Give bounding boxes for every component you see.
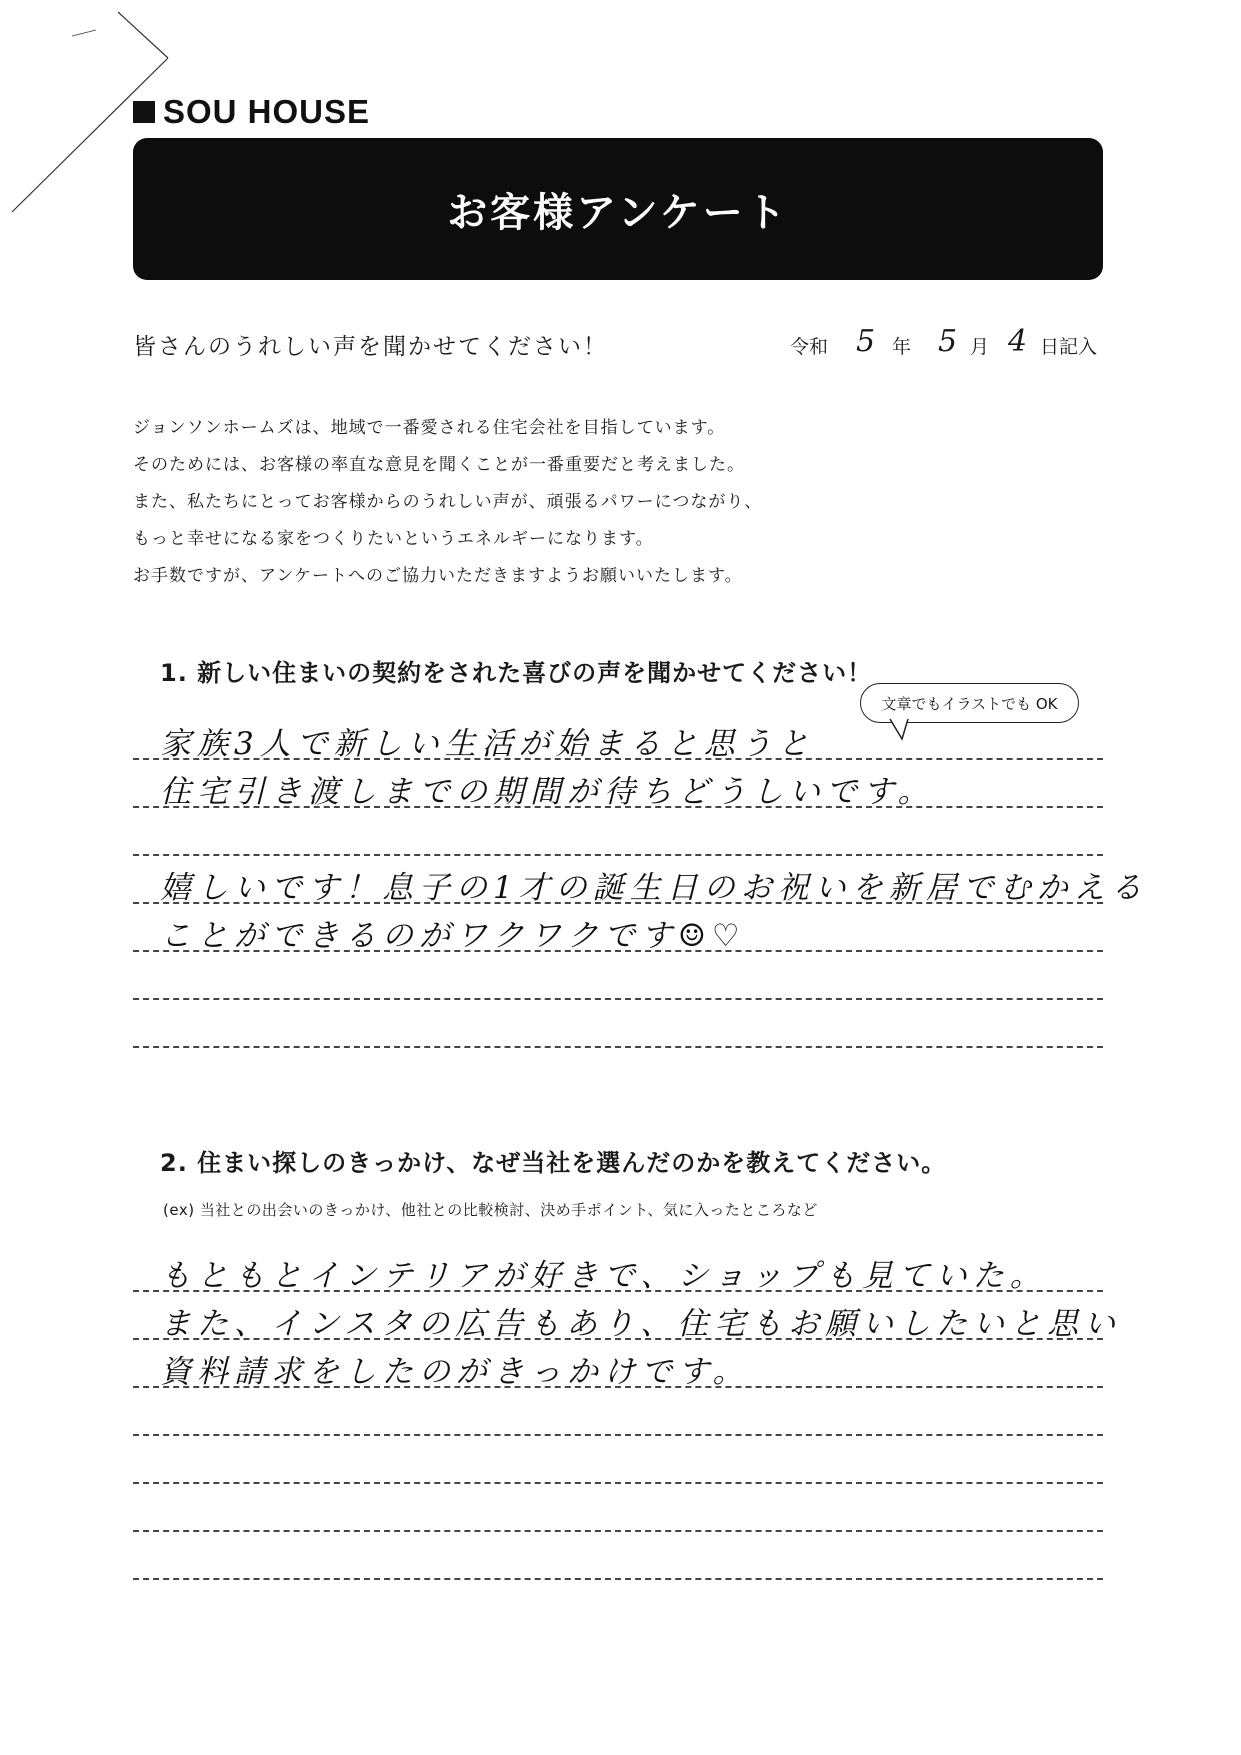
intro-line: ジョンソンホームズは、地域で一番愛される住宅会社を目指しています。 xyxy=(133,418,726,438)
question-2-hint: (ex) 当社との出会いのきっかけ、他社との比較検討、決め手ポイント、気に入ったところなど xyxy=(163,1201,818,1219)
q1-answer-line-1: 家族3人で新しい生活が始まると思うと xyxy=(160,726,815,762)
date-day: 4 xyxy=(1008,324,1028,359)
date-year-unit: 年 xyxy=(892,336,912,358)
question-2-title: 2. 住まい探しのきっかけ、なぜ当社を選んだのかを教えてください。 xyxy=(160,1149,947,1177)
entry-date xyxy=(790,324,1103,370)
speech-bubble: 文章でもイラストでも OK xyxy=(860,683,1079,723)
q1-answer-line-4: 嬉しいです！息子の1才の誕生日のお祝いを新居でむかえる xyxy=(160,870,1148,906)
answer-line xyxy=(133,1482,1103,1484)
intro-line: お手数ですが、アンケートへのご協力いただきますようお願いいたします。 xyxy=(133,566,743,586)
q1-answer-line-2: 住宅引き渡しまでの期間が待ちどうしいです。 xyxy=(160,774,935,810)
page-title: お客様アンケート xyxy=(447,189,789,236)
q1-answer-line-5: ことができるのがワクワクです☺♡ xyxy=(160,918,746,954)
title-banner xyxy=(133,138,1103,280)
lead-text: 皆さんのうれしい声を聞かせてください！ xyxy=(133,334,608,360)
answer-line xyxy=(133,1578,1103,1580)
date-month-unit: 月 xyxy=(970,336,990,358)
q2-answer-line-3: 資料請求をしたのがきっかけです。 xyxy=(160,1354,750,1390)
intro-line: また、私たちにとってお客様からのうれしい声が、頑張るパワーにつながり、 xyxy=(133,492,763,512)
answer-line xyxy=(133,1530,1103,1532)
answer-line xyxy=(133,998,1103,1000)
intro-paragraph xyxy=(133,410,1113,595)
brand-logo xyxy=(133,92,370,132)
speech-bubble-tail xyxy=(888,719,918,741)
q2-answer-line-2: また、インスタの広告もあり、住宅もお願いしたいと思い xyxy=(160,1306,1122,1342)
date-day-unit: 日記入 xyxy=(1040,336,1098,358)
intro-line: もっと幸せになる家をつくりたいというエネルギーになります。 xyxy=(133,529,654,549)
brand-square-icon xyxy=(133,101,155,123)
question-1-title: 1. 新しい住まいの契約をされた喜びの声を聞かせてください！ xyxy=(160,659,873,687)
intro-line: そのためには、お客様の率直な意見を聞くことが一番重要だと考えました。 xyxy=(133,455,745,475)
date-year: 5 xyxy=(856,324,876,359)
answer-line xyxy=(133,854,1103,856)
date-month: 5 xyxy=(938,324,958,359)
answer-line xyxy=(133,1434,1103,1436)
date-era: 令和 xyxy=(790,336,829,358)
q2-answer-line-1: もともとインテリアが好きで、ショップも見ていた。 xyxy=(160,1258,1047,1294)
answer-line xyxy=(133,1046,1103,1048)
brand-name: SOU HOUSE xyxy=(163,93,371,130)
